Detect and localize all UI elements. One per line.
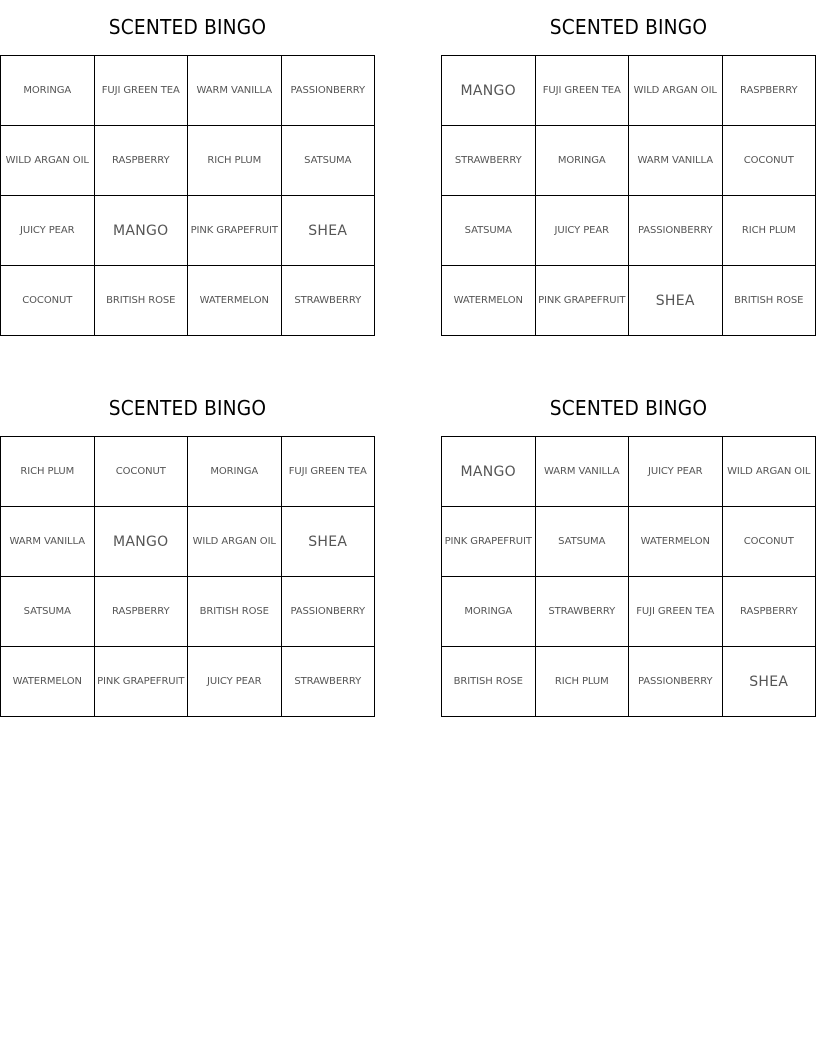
bingo-cell: BRITISH ROSE bbox=[723, 266, 816, 336]
bingo-card-3 bbox=[0, 391, 375, 717]
bingo-cell: WILD ARGAN OIL bbox=[723, 437, 816, 507]
bingo-cell: MANGO bbox=[95, 196, 189, 266]
bingo-cell: BRITISH ROSE bbox=[95, 266, 189, 336]
bingo-cell: WATERMELON bbox=[629, 507, 723, 577]
bingo-cell: PINK GRAPEFRUIT bbox=[188, 196, 282, 266]
bingo-cell: WILD ARGAN OIL bbox=[1, 126, 95, 196]
bingo-card-2 bbox=[441, 10, 816, 336]
bingo-cell: PASSIONBERRY bbox=[282, 577, 376, 647]
bingo-cell: PASSIONBERRY bbox=[629, 647, 723, 717]
bingo-grid bbox=[441, 55, 816, 336]
bingo-cell: RICH PLUM bbox=[188, 126, 282, 196]
bingo-card-4 bbox=[441, 391, 816, 717]
bingo-grid bbox=[441, 436, 816, 717]
bingo-cell: SHEA bbox=[629, 266, 723, 336]
bingo-cell: WARM VANILLA bbox=[536, 437, 630, 507]
bingo-cell: RICH PLUM bbox=[1, 437, 95, 507]
bingo-cell: COCONUT bbox=[723, 507, 816, 577]
bingo-cell: SATSUMA bbox=[282, 126, 376, 196]
bingo-cell: MANGO bbox=[95, 507, 189, 577]
bingo-cell: MORINGA bbox=[536, 126, 630, 196]
bingo-cell: BRITISH ROSE bbox=[188, 577, 282, 647]
bingo-cell: COCONUT bbox=[95, 437, 189, 507]
card-title: SCENTED BINGO bbox=[108, 396, 267, 420]
bingo-cell: STRAWBERRY bbox=[282, 266, 376, 336]
bingo-cell: PASSIONBERRY bbox=[629, 196, 723, 266]
bingo-card-1 bbox=[0, 10, 375, 336]
bingo-cell: WARM VANILLA bbox=[1, 507, 95, 577]
bingo-cell: PINK GRAPEFRUIT bbox=[95, 647, 189, 717]
bingo-cell: STRAWBERRY bbox=[282, 647, 376, 717]
bingo-cell: PASSIONBERRY bbox=[282, 56, 376, 126]
bingo-cell: STRAWBERRY bbox=[536, 577, 630, 647]
card-title: SCENTED BINGO bbox=[108, 15, 267, 39]
bingo-cell: JUICY PEAR bbox=[536, 196, 630, 266]
bingo-cell: WILD ARGAN OIL bbox=[188, 507, 282, 577]
bingo-cell: WATERMELON bbox=[1, 647, 95, 717]
bingo-cell: MORINGA bbox=[188, 437, 282, 507]
bingo-cell: FUJI GREEN TEA bbox=[282, 437, 376, 507]
bingo-cell: FUJI GREEN TEA bbox=[629, 577, 723, 647]
bingo-cell: JUICY PEAR bbox=[1, 196, 95, 266]
bingo-cell: JUICY PEAR bbox=[629, 437, 723, 507]
bingo-cell: MANGO bbox=[442, 56, 536, 126]
bingo-cell: WARM VANILLA bbox=[188, 56, 282, 126]
bingo-cell: STRAWBERRY bbox=[442, 126, 536, 196]
bingo-cell: SATSUMA bbox=[1, 577, 95, 647]
bingo-cell: JUICY PEAR bbox=[188, 647, 282, 717]
bingo-cell: MORINGA bbox=[442, 577, 536, 647]
bingo-cell: SHEA bbox=[282, 196, 376, 266]
bingo-cell: COCONUT bbox=[1, 266, 95, 336]
card-title: SCENTED BINGO bbox=[549, 396, 708, 420]
bingo-cell: FUJI GREEN TEA bbox=[536, 56, 630, 126]
bingo-cell: WARM VANILLA bbox=[629, 126, 723, 196]
bingo-cell: RASPBERRY bbox=[723, 56, 816, 126]
bingo-cell: MORINGA bbox=[1, 56, 95, 126]
bingo-grid bbox=[0, 55, 375, 336]
bingo-cell: RASPBERRY bbox=[95, 577, 189, 647]
bingo-cell: RICH PLUM bbox=[723, 196, 816, 266]
bingo-cell: FUJI GREEN TEA bbox=[95, 56, 189, 126]
bingo-cell: SHEA bbox=[282, 507, 376, 577]
card-title: SCENTED BINGO bbox=[549, 15, 708, 39]
bingo-grid bbox=[0, 436, 375, 717]
bingo-cell: RICH PLUM bbox=[536, 647, 630, 717]
bingo-cell: SATSUMA bbox=[536, 507, 630, 577]
bingo-cell: WATERMELON bbox=[442, 266, 536, 336]
bingo-cell: WILD ARGAN OIL bbox=[629, 56, 723, 126]
bingo-cell: RASPBERRY bbox=[723, 577, 816, 647]
bingo-cell: MANGO bbox=[442, 437, 536, 507]
bingo-cell: COCONUT bbox=[723, 126, 816, 196]
bingo-cell: PINK GRAPEFRUIT bbox=[442, 507, 536, 577]
bingo-cell: SATSUMA bbox=[442, 196, 536, 266]
bingo-cell: PINK GRAPEFRUIT bbox=[536, 266, 630, 336]
bingo-cell: WATERMELON bbox=[188, 266, 282, 336]
bingo-cell: SHEA bbox=[723, 647, 816, 717]
bingo-cell: BRITISH ROSE bbox=[442, 647, 536, 717]
bingo-cell: RASPBERRY bbox=[95, 126, 189, 196]
